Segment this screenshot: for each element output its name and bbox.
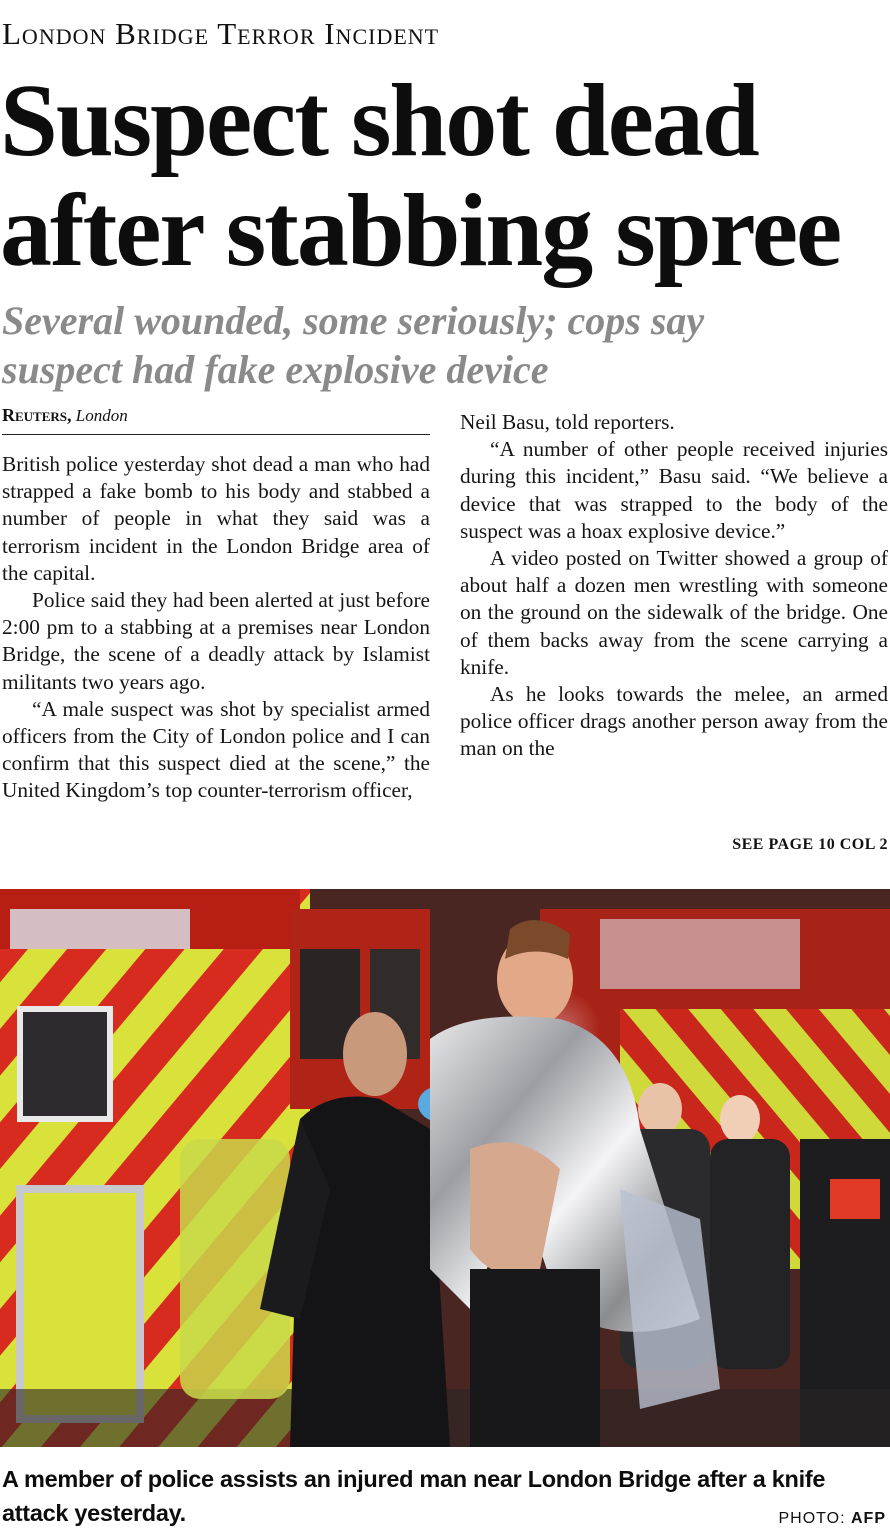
paragraph: “A number of other people received injuries during this incident,” Basu said. “We believe a device that was strapped to the body of the suspect was a hoax explosive device.”: [460, 437, 888, 543]
paragraph: Police said they had been alerted at just before 2:00 pm to a stabbing at a premises near London Bridge, the scene of a deadly attack by Islamist militants two years ago.: [2, 588, 430, 694]
paragraph: “A male suspect was shot by specialist armed officers from the City of London police and I can confirm that this suspect died at the scene,” the United Kingdom’s top counter-terrorism officer,: [2, 696, 430, 803]
paragraph: A video posted on Twitter showed a group of about half a dozen men wrestling with someone on the ground on the sidewalk of the bridge. One of them backs away from the scene carrying a knife.: [460, 546, 888, 679]
byline: [2, 402, 430, 435]
paragraph: Neil Basu, told reporters.: [460, 410, 675, 434]
deck-line-2: suspect had fake explosive device: [2, 347, 549, 392]
photo-credit-source: AFP: [851, 1510, 886, 1527]
continuation-jump: SEE PAGE 10 COL 2: [732, 836, 888, 853]
photo-caption: A member of police assists an injured man near London Bridge after a knife attack yesterday.: [2, 1466, 826, 1526]
paragraph: British police yesterday shot dead a man who had strapped a fake bomb to his body and stabbed a number of people in what they said was a terrorism incident in the London Bridge area of the capital.: [2, 452, 430, 585]
headline-line-2: after stabbing spree: [0, 173, 841, 288]
byline-place: London: [75, 406, 128, 425]
photo-credit-label: PHOTO:: [778, 1510, 846, 1527]
paragraph: As he looks towards the melee, an armed police officer drags another person away from the man on the: [460, 682, 888, 761]
photo-credit: [779, 1510, 887, 1528]
headline: [0, 63, 890, 288]
article-column-right: [460, 409, 888, 763]
deck-line-1: Several wounded, some seriously; cops say: [2, 298, 705, 343]
byline-agency: Reuters,: [2, 405, 72, 425]
news-photo-illustration: [0, 889, 890, 1447]
headline-line-1: Suspect shot dead: [0, 63, 758, 178]
kicker: London Bridge Terror Incident: [2, 16, 440, 51]
deck: [2, 296, 890, 394]
news-photo: [0, 889, 890, 1447]
article-column-left: [2, 451, 430, 805]
